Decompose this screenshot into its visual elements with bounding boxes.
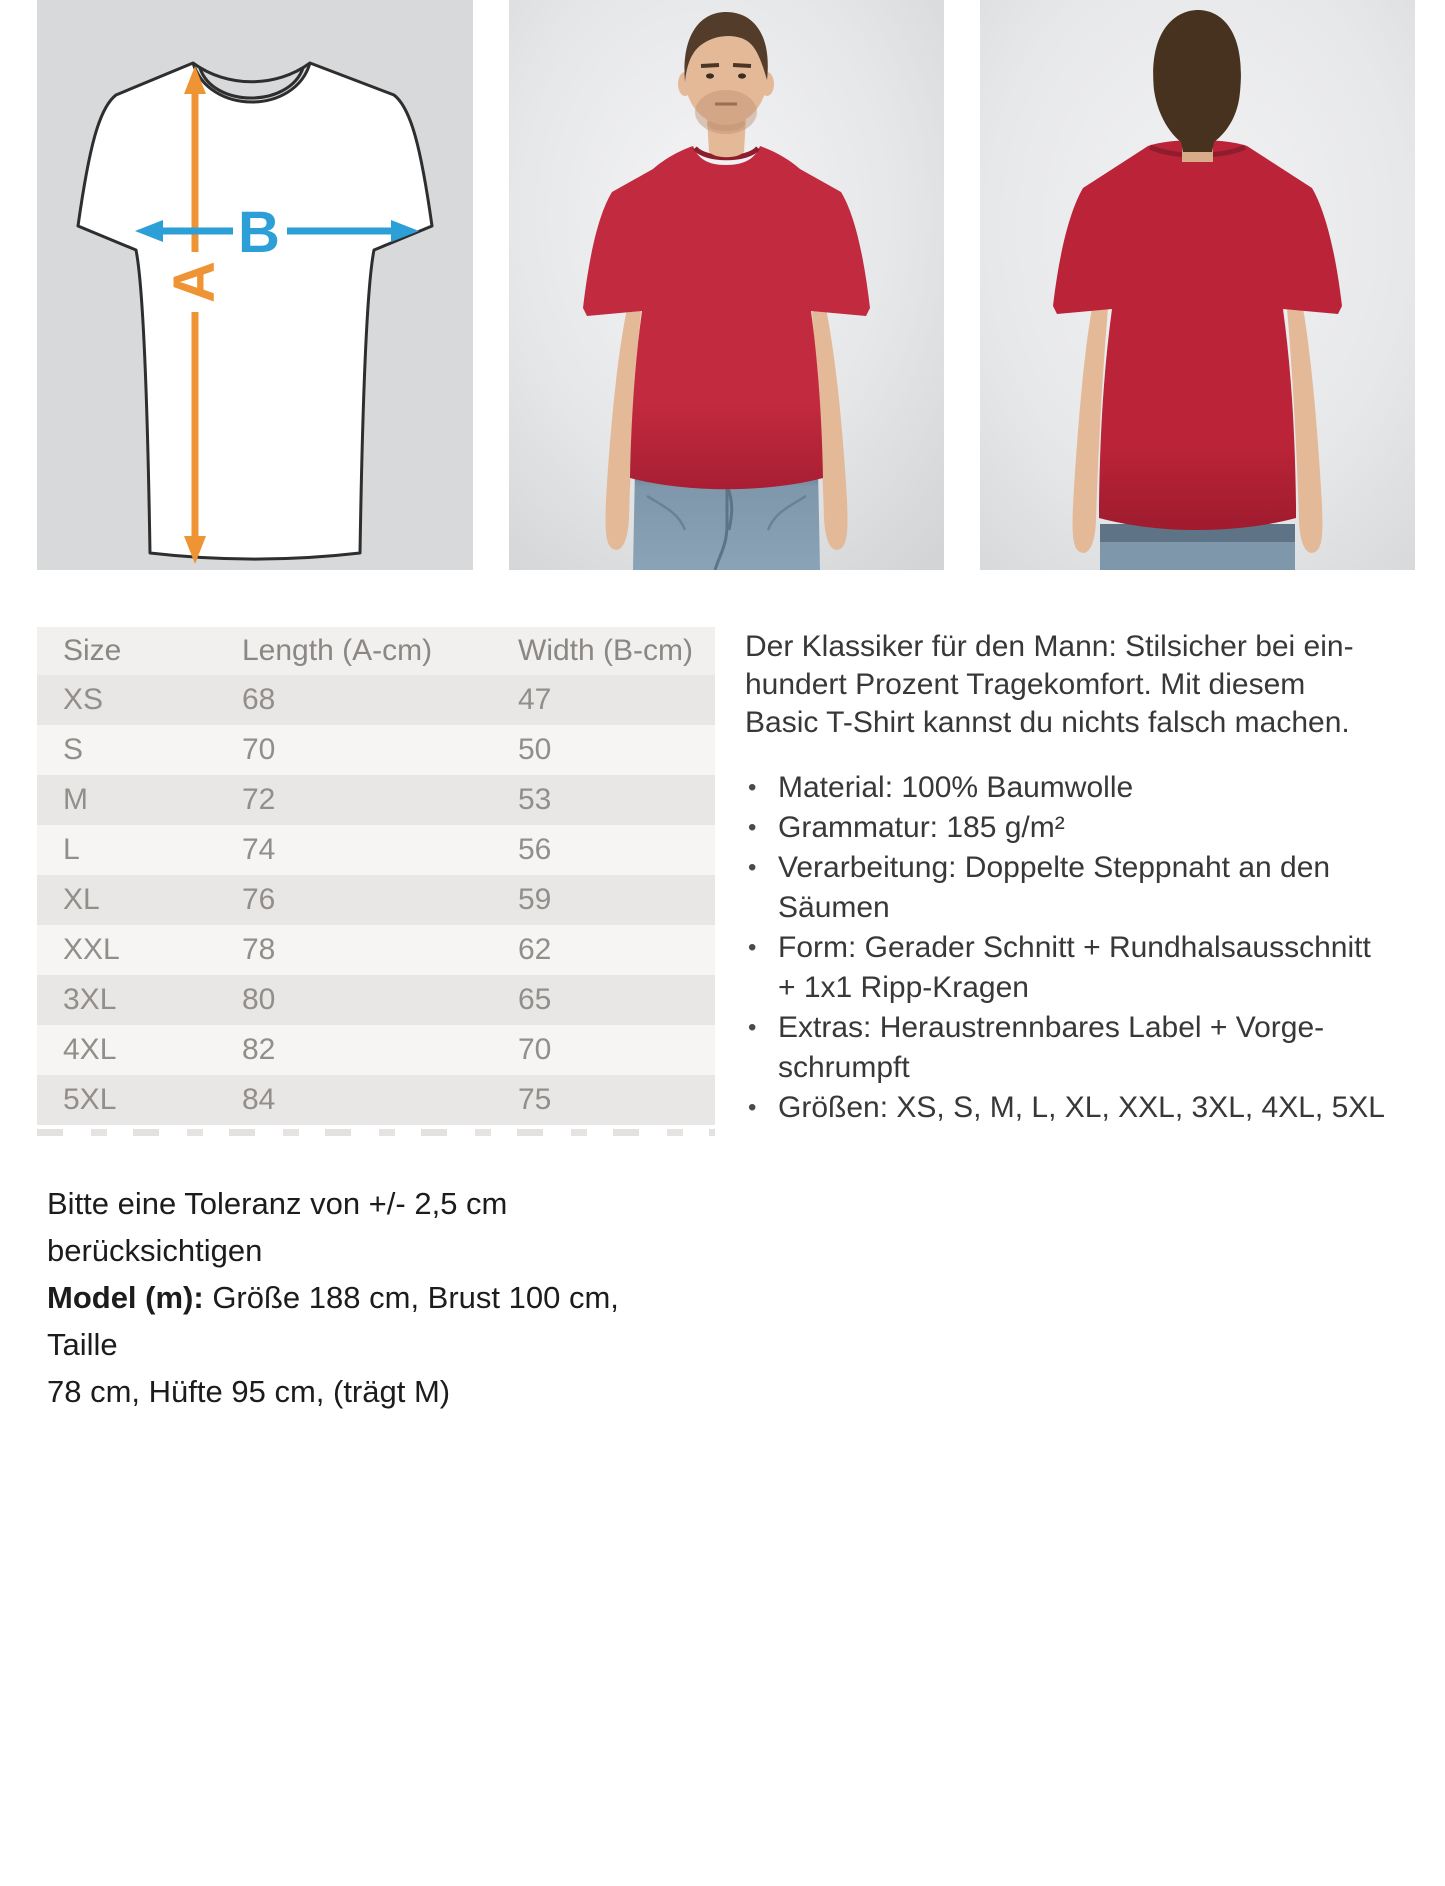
feature-material: [745, 768, 1435, 808]
cell-size: S: [63, 733, 84, 766]
tolerance-note: Bitte eine Toleranz von +/- 2,5 cm berücksichtigen: [47, 1186, 508, 1268]
model-front-illustration: [509, 0, 944, 570]
model-front-image: [509, 0, 944, 570]
feature-line: • Material: 100% Baumwolle: [778, 771, 1134, 804]
cell-size: 4XL: [63, 1033, 117, 1066]
description-line: hundert Prozent Tragekomfort. Mit diesem: [745, 668, 1306, 701]
table-row-m: [37, 775, 715, 825]
feature-form: [745, 928, 1435, 1008]
cell-length: 80: [242, 983, 276, 1016]
table-row-3xl: [37, 975, 715, 1025]
feature-line: • Form: Gerader Schnitt + Rundhalsausschnitt: [778, 931, 1371, 964]
cell-width: 53: [518, 783, 552, 816]
cell-length: 82: [242, 1033, 276, 1066]
feature-line: schrumpft: [778, 1051, 910, 1084]
table-row-xl: [37, 875, 715, 925]
feature-line: + 1x1 Ripp-Kragen: [778, 971, 1029, 1004]
table-row-5xl: [37, 1075, 715, 1125]
tshirt-outline: [78, 63, 432, 559]
feature-groessen: [745, 1088, 1435, 1128]
cell-width: 62: [518, 933, 552, 966]
cell-length: 76: [242, 883, 276, 916]
measurement-notes: [47, 1180, 697, 1415]
feature-list: [745, 768, 1435, 1128]
size-table: [37, 627, 715, 1125]
header-cell-width: Width (B-cm): [518, 634, 693, 667]
cell-length: 70: [242, 733, 276, 766]
table-row-4xl: [37, 1025, 715, 1075]
cell-width: 50: [518, 733, 552, 766]
description-line: Basic T-Shirt kannst du nichts falsch machen.: [745, 706, 1350, 739]
cell-size: 3XL: [63, 983, 117, 1016]
feature-line: • Extras: Heraustrennbares Label + Vorge-: [778, 1011, 1325, 1044]
tshirt-measurement-diagram-icon: [37, 0, 473, 570]
header-cell-length: Length (A-cm): [242, 634, 433, 667]
cell-length: 78: [242, 933, 276, 966]
model-spec-text: Größe 188 cm, Brust 100 cm, Taille: [47, 1280, 619, 1362]
cell-length: 74: [242, 833, 276, 866]
cell-width: 59: [518, 883, 552, 916]
feature-line: • Verarbeitung: Doppelte Steppnaht an den: [778, 851, 1331, 884]
cell-length: 84: [242, 1083, 276, 1116]
cell-width: 65: [518, 983, 552, 1016]
cell-size: L: [63, 833, 80, 866]
feature-verarbeitung: [745, 848, 1435, 928]
feature-line: Säumen: [778, 891, 890, 924]
model-spec-label: Model (m):: [47, 1280, 204, 1315]
cell-width: 75: [518, 1083, 552, 1116]
table-row-xxl: [37, 925, 715, 975]
table-cutoff-artifact: [37, 1129, 715, 1136]
feature-extras: [745, 1008, 1435, 1088]
cell-length: 68: [242, 683, 276, 716]
size-diagram-image: [37, 0, 473, 570]
cell-size: XXL: [63, 933, 120, 966]
product-description: [745, 628, 1435, 1128]
model-back-illustration: [980, 0, 1415, 570]
cell-size: M: [63, 783, 88, 816]
beard: [695, 90, 757, 134]
cell-size: 5XL: [63, 1083, 117, 1116]
jeans-back: [1100, 524, 1295, 570]
cell-width: 56: [518, 833, 552, 866]
table-row-xs: [37, 675, 715, 725]
cell-width: 70: [518, 1033, 552, 1066]
description-line: Der Klassiker für den Mann: Stilsicher bei ein-: [745, 630, 1354, 663]
cell-size: XS: [63, 683, 104, 716]
model-spec-line: [47, 1274, 697, 1368]
header-cell-size: Size: [63, 634, 122, 667]
feature-grammatur: [745, 808, 1435, 848]
feature-line: • Grammatur: 185 g/m²: [778, 811, 1065, 844]
table-row-s: [37, 725, 715, 775]
cell-size: XL: [63, 883, 100, 916]
cell-width: 47: [518, 683, 552, 716]
table-header-row: [37, 627, 715, 675]
collar-back-line: [193, 63, 310, 82]
model-back-image: [980, 0, 1415, 570]
feature-line: • Größen: XS, S, M, L, XL, XXL, 3XL, 4XL, 5XL: [778, 1091, 1385, 1124]
model-spec-line2: 78 cm, Hüfte 95 cm, (trägt M): [47, 1374, 451, 1409]
cell-length: 72: [242, 783, 276, 816]
label-b: B: [238, 200, 280, 265]
label-a: A: [162, 261, 227, 303]
table-row-l: [37, 825, 715, 875]
